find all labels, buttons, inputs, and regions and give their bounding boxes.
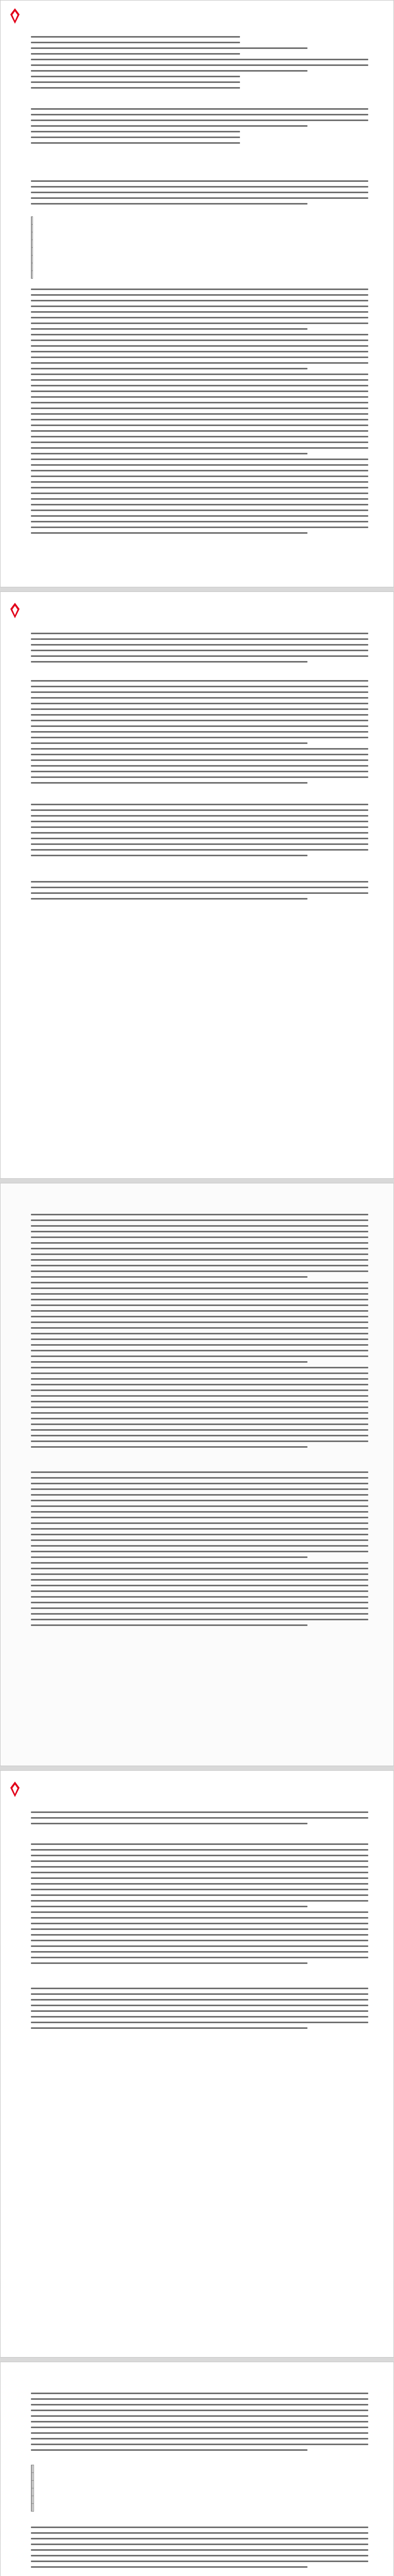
bank-logo xyxy=(9,1781,66,1801)
paragraph xyxy=(31,180,368,209)
section-heading xyxy=(15,792,379,797)
section-heading xyxy=(15,870,379,874)
paragraph xyxy=(31,2527,368,2572)
section-heading xyxy=(15,1832,379,1837)
document-page xyxy=(0,0,394,587)
paragraph xyxy=(31,1988,368,2033)
bank-emblem-icon xyxy=(9,7,21,25)
bank-emblem-icon xyxy=(9,602,21,619)
paragraph xyxy=(31,1471,368,1630)
paragraph xyxy=(31,633,368,667)
paragraph xyxy=(31,289,368,538)
section-heading xyxy=(15,1976,379,1981)
bank-emblem-icon xyxy=(9,1781,21,1798)
section-heading xyxy=(15,669,379,673)
paragraph xyxy=(31,1843,368,1968)
document-page xyxy=(0,2362,394,2576)
paragraph xyxy=(31,881,368,904)
paragraph xyxy=(31,804,368,860)
data-table xyxy=(31,2465,34,2512)
paragraph xyxy=(31,1811,368,1828)
bank-logo xyxy=(9,602,66,622)
section-heading xyxy=(15,170,379,175)
document-page xyxy=(0,1183,394,1766)
paragraph xyxy=(31,2393,368,2455)
paragraph xyxy=(31,680,368,788)
paragraph xyxy=(31,36,368,93)
paragraph xyxy=(31,108,368,148)
document-page xyxy=(0,1770,394,2358)
bank-logo xyxy=(9,7,66,28)
data-table xyxy=(31,216,33,279)
document-page xyxy=(0,591,394,1179)
paragraph xyxy=(31,1214,368,1452)
